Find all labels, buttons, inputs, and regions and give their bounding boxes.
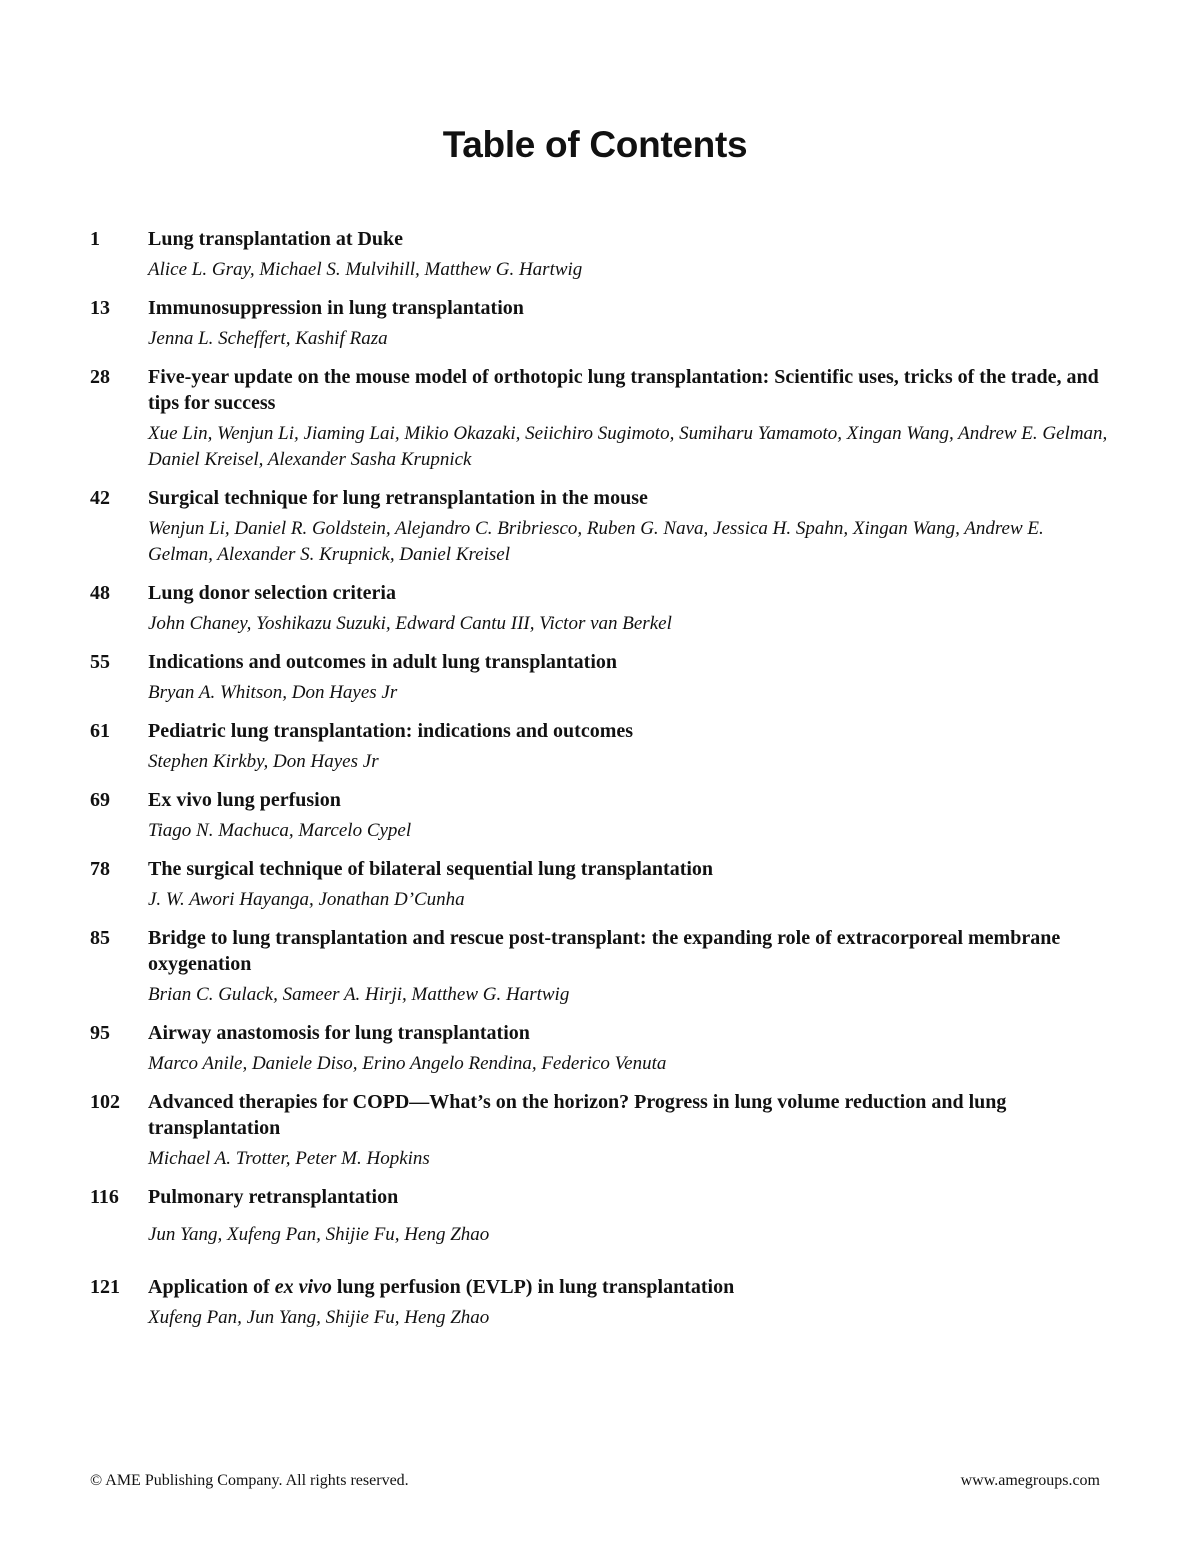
toc-entry — [90, 787, 1110, 844]
toc-entry — [90, 580, 1110, 637]
toc-entry — [90, 856, 1110, 913]
entry-page-number: 42 — [90, 487, 110, 509]
entry-page-number: 28 — [90, 366, 110, 388]
entry-title — [148, 1274, 1110, 1300]
toc-entry — [90, 1274, 1110, 1331]
toc-entry — [90, 649, 1110, 706]
entry-page-number: 48 — [90, 582, 110, 604]
entry-authors: Alice L. Gray, Michael S. Mulvihill, Matthew G. Hartwig — [148, 259, 583, 280]
toc-entry — [90, 1089, 1110, 1172]
entry-authors: Jenna L. Scheffert, Kashif Raza — [148, 328, 388, 349]
entry-title: Five-year update on the mouse model of orthotopic lung transplantation: Scientific uses, tricks of the trade, and tips for success — [148, 366, 1099, 414]
entry-authors: J. W. Awori Hayanga, Jonathan D’Cunha — [148, 889, 465, 910]
entry-authors: John Chaney, Yoshikazu Suzuki, Edward Cantu III, Victor van Berkel — [148, 613, 672, 634]
toc-entry — [90, 1020, 1110, 1077]
entry-page-number: 78 — [90, 858, 110, 880]
entry-authors: Xue Lin, Wenjun Li, Jiaming Lai, Mikio Okazaki, Seiichiro Sugimoto, Sumiharu Yamamoto, Xingan Wang, Andrew E. Gelman, Daniel Kreisel, Alexander Sasha Krupnick — [148, 423, 1108, 470]
entry-title: Bridge to lung transplantation and rescue post-transplant: the expanding role of extracorporeal membrane oxygenation — [148, 927, 1061, 975]
entry-authors: Wenjun Li, Daniel R. Goldstein, Alejandro C. Bribriesco, Ruben G. Nava, Jessica H. Spahn, Xingan Wang, Andrew E. Gelman, Alexander S. Krupnick, Daniel Kreisel — [148, 518, 1044, 565]
entry-title: Advanced therapies for COPD—What’s on the horizon? Progress in lung volume reduction and lung transplantation — [148, 1091, 1007, 1139]
table-of-contents — [90, 226, 1110, 1331]
toc-entry — [90, 364, 1110, 473]
entry-page-number: 116 — [90, 1186, 119, 1208]
entry-authors: Brian C. Gulack, Sameer A. Hirji, Matthew G. Hartwig — [148, 984, 570, 1005]
entry-page-number: 85 — [90, 927, 110, 949]
toc-entry — [90, 1184, 1110, 1248]
entry-page-number: 55 — [90, 651, 110, 673]
entry-page-number: 61 — [90, 720, 110, 742]
entry-title: Pediatric lung transplantation: indications and outcomes — [148, 720, 634, 742]
entry-authors: Bryan A. Whitson, Don Hayes Jr — [148, 682, 398, 703]
entry-title: The surgical technique of bilateral sequential lung transplantation — [148, 858, 714, 880]
toc-entry — [90, 925, 1110, 1008]
entry-page-number: 121 — [90, 1276, 120, 1298]
entry-title: Surgical technique for lung retransplantation in the mouse — [148, 487, 648, 509]
entry-title: Pulmonary retransplantation — [148, 1186, 399, 1208]
page-title: Table of Contents — [442, 124, 748, 165]
entry-page-number: 102 — [90, 1091, 120, 1113]
toc-entry — [90, 226, 1110, 283]
entry-authors: Stephen Kirkby, Don Hayes Jr — [148, 751, 379, 772]
toc-entry — [90, 485, 1110, 568]
footer-copyright: © AME Publishing Company. All rights reserved. — [90, 1472, 409, 1489]
entry-title-italic: ex vivo — [274, 1276, 332, 1298]
entry-page-number: 13 — [90, 297, 110, 319]
entry-title-part: Application of — [148, 1276, 275, 1298]
entry-title: Indications and outcomes in adult lung transplantation — [148, 651, 618, 673]
footer-website: www.amegroups.com — [960, 1472, 1100, 1489]
entry-title: Immunosuppression in lung transplantation — [148, 297, 524, 319]
entry-authors: Tiago N. Machuca, Marcelo Cypel — [148, 820, 412, 841]
entry-title: Lung transplantation at Duke — [148, 228, 404, 250]
entry-page-number: 69 — [90, 789, 110, 811]
entry-authors: Michael A. Trotter, Peter M. Hopkins — [148, 1148, 430, 1169]
entry-page-number: 95 — [90, 1022, 110, 1044]
toc-entry — [90, 295, 1110, 352]
entry-title: Ex vivo lung perfusion — [148, 789, 341, 811]
entry-title-part: lung perfusion (EVLP) in lung transplantation — [331, 1276, 735, 1298]
entry-authors: Xufeng Pan, Jun Yang, Shijie Fu, Heng Zhao — [148, 1307, 490, 1328]
entry-page-number: 1 — [90, 228, 100, 250]
entry-authors: Marco Anile, Daniele Diso, Erino Angelo Rendina, Federico Venuta — [148, 1053, 667, 1074]
toc-entry — [90, 718, 1110, 775]
entry-authors: Jun Yang, Xufeng Pan, Shijie Fu, Heng Zhao — [148, 1224, 490, 1245]
entry-title: Lung donor selection criteria — [148, 582, 396, 604]
entry-title: Airway anastomosis for lung transplantation — [148, 1022, 530, 1044]
